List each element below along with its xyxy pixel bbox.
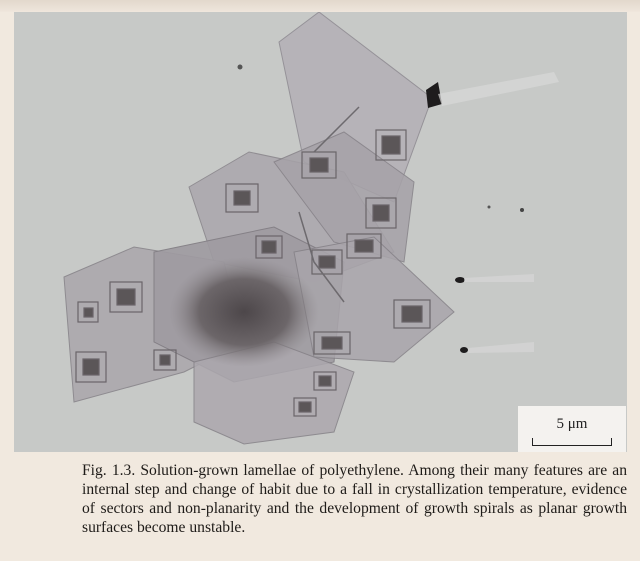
debris-particle bbox=[455, 277, 465, 283]
scale-bar bbox=[532, 438, 612, 446]
lamellae-image bbox=[14, 12, 627, 452]
debris-particle bbox=[238, 65, 243, 70]
scale-bar-box bbox=[518, 406, 626, 452]
debris-particle bbox=[488, 206, 491, 209]
previous-page-bleed bbox=[0, 0, 640, 12]
shadow-streak bbox=[468, 342, 534, 353]
electron-micrograph bbox=[14, 12, 627, 452]
figure-caption: Fig. 1.3. Solution-grown lamellae of polyethylene. Among their many features are an internal step and change of habit due to a fall in crystallization temperature, evidence of sectors and non-planarity and the development of growth spirals as planar growth surfaces become unstable. bbox=[82, 462, 627, 536]
central-overgrowth bbox=[169, 257, 319, 367]
shadow-streak bbox=[438, 72, 559, 106]
debris-particle bbox=[460, 347, 468, 353]
scale-bar-label: 5 μm bbox=[556, 416, 588, 432]
shadow-streak bbox=[464, 274, 534, 282]
debris-particle bbox=[520, 208, 524, 212]
